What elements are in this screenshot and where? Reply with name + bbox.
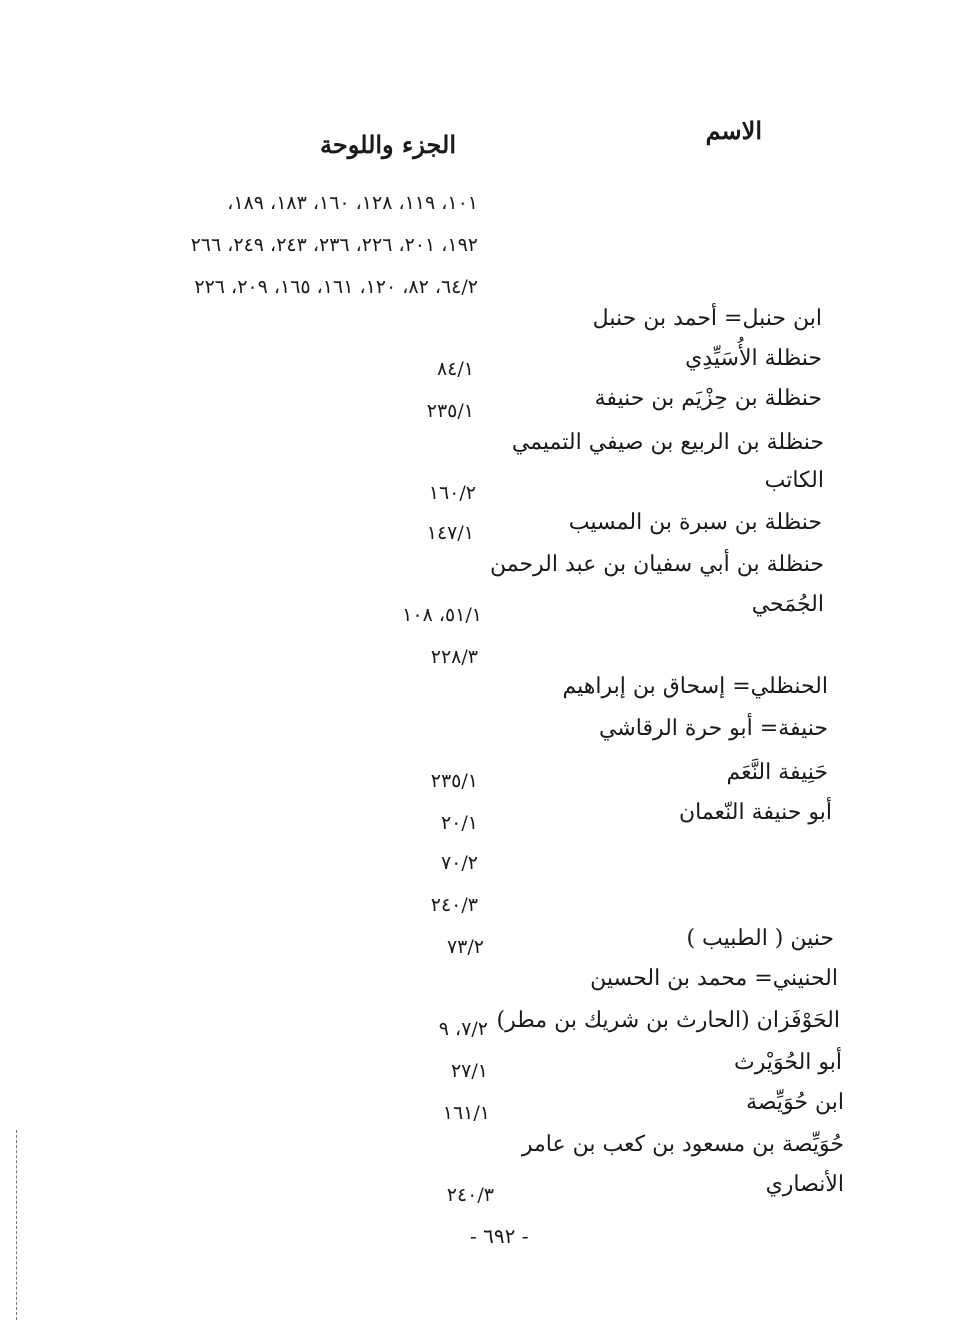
- page-number: - ٦٩٢ -: [470, 1224, 529, 1248]
- entry-ref: ١٤٧/١: [426, 522, 474, 544]
- entry-name: ابن حُوَيِّصة: [746, 1090, 844, 1115]
- entry-ref: ٧٠/٢: [440, 852, 478, 874]
- scan-margin-line: [16, 1130, 17, 1320]
- entry-name: أبو الحُوَيْرث: [734, 1050, 842, 1075]
- entry-ref: ٢٣٥/١: [426, 400, 474, 422]
- entry-name: حنظلة بن سبرة بن المسيب: [568, 510, 822, 535]
- top-ref-line: ١٩٢، ٢٠١، ٢٢٦، ٢٣٦، ٢٤٣، ٢٤٩، ٢٦٦: [190, 234, 478, 256]
- top-ref-line: ١٠١، ١١٩، ١٢٨، ١٦٠، ١٨٣، ١٨٩،: [227, 192, 478, 214]
- entry-ref: ٥١/١، ١٠٨: [402, 604, 482, 626]
- entry-name: الحَوْفَزان (الحارث بن شريك بن مطر): [496, 1008, 840, 1033]
- entry-name: حُوَيِّصة بن مسعود بن كعب بن عامر: [521, 1132, 844, 1157]
- name-column-header: الاسم: [705, 116, 762, 145]
- entry-name: ابن حنبل= أحمد بن حنبل: [592, 306, 822, 331]
- entry-ref: ١٦١/١: [442, 1102, 490, 1124]
- entry-name: حنظلة بن حِزْيَم بن حنيفة: [594, 386, 822, 411]
- entry-name: حنظلة بن الربيع بن صيفي التميمي: [511, 430, 824, 455]
- entry-name: الأنصاري: [765, 1172, 844, 1197]
- entry-ref: ٢٤٠/٣: [430, 894, 478, 916]
- entry-name: حَنِيفة النَّعَم: [726, 760, 828, 785]
- entry-name: حنين ( الطبيب ): [686, 926, 834, 951]
- entry-ref: ٢٢٨/٣: [430, 646, 478, 668]
- entry-ref: ٢٧/١: [450, 1060, 488, 1082]
- entry-name: حنظلة الأُسَيِّدِي: [685, 346, 822, 371]
- top-ref-line: ٦٤/٢، ٨٢، ١٢٠، ١٦١، ١٦٥، ٢٠٩، ٢٢٦: [194, 276, 478, 298]
- entry-name: الجُمَحي: [751, 592, 824, 617]
- entry-ref: ٨٤/١: [436, 358, 474, 380]
- entry-ref: ٢٤٠/٣: [446, 1184, 494, 1206]
- entry-name: أبو حنيفة النّعمان: [678, 800, 832, 825]
- entry-name: حنظلة بن أبي سفيان بن عبد الرحمن: [489, 552, 824, 577]
- entry-ref: ٧٣/٢: [446, 936, 484, 958]
- volume-column-header: الجزء واللوحة: [320, 130, 456, 159]
- entry-ref: ٧/٢، ٩: [438, 1018, 488, 1040]
- entry-name: الكاتب: [764, 468, 824, 493]
- entry-name: الحنيني= محمد بن الحسين: [590, 966, 838, 991]
- entry-name: حنيفة= أبو حرة الرقاشي: [598, 716, 828, 741]
- entry-ref: ١٦٠/٢: [428, 482, 476, 504]
- entry-ref: ٢٣٥/١: [430, 770, 478, 792]
- entry-ref: ٢٠/١: [440, 812, 478, 834]
- entry-name: الحنظلي= إسحاق بن إبراهيم: [562, 674, 828, 699]
